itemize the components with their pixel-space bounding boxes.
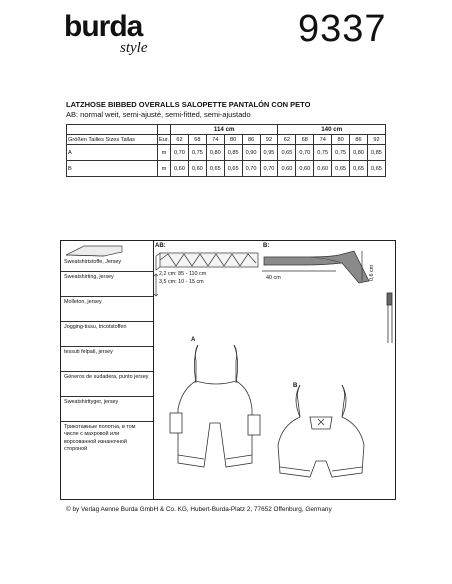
fabric-item — [61, 296, 153, 321]
fabric-text: Sweatshirtstoffe, Jersey — [64, 259, 122, 265]
fabric-item — [61, 241, 153, 271]
value-cell: 0,75 — [314, 145, 332, 161]
value-cell: 0,60 — [296, 161, 314, 177]
fabric-suggestions — [61, 241, 154, 499]
fabric-item — [61, 346, 153, 371]
logo-wordmark: burda — [64, 10, 143, 43]
width-group-114: 114 cm — [171, 125, 278, 135]
fabric-and-illustration-box — [60, 240, 396, 500]
view-a-label: A — [191, 337, 196, 343]
size-cell: 86 — [242, 135, 260, 145]
size-cell: 62 — [278, 135, 296, 145]
burda-style-logo — [64, 10, 174, 64]
row-unit: m — [158, 161, 171, 177]
value-cell: 0,75 — [188, 145, 206, 161]
logo-style-text: style — [120, 40, 148, 56]
ab-label: AB: — [155, 243, 166, 249]
value-cell: 0,70 — [171, 145, 189, 161]
value-cell: 0,75 — [332, 145, 350, 161]
size-cell: 92 — [260, 135, 278, 145]
fabric-item — [61, 271, 153, 296]
size-cell: 62 — [171, 135, 189, 145]
twin-needle-icon — [387, 293, 392, 343]
value-cell: 0,60 — [171, 161, 189, 177]
fabric-requirement-table — [66, 124, 386, 177]
value-cell: 0,70 — [242, 161, 260, 177]
table-row — [67, 145, 386, 161]
value-cell: 0,65 — [332, 161, 350, 177]
row-label: A — [67, 145, 158, 161]
table-unit-corner — [158, 125, 171, 135]
value-cell: 0,70 — [296, 145, 314, 161]
fabric-text: Molleton, jersey — [64, 299, 102, 305]
fabric-text: Jogging-tissu, tricotstoffen — [64, 324, 127, 330]
overalls-a-illustration — [170, 345, 260, 467]
row-unit: m — [158, 145, 171, 161]
value-cell: 0,65 — [278, 145, 296, 161]
size-cell: 68 — [296, 135, 314, 145]
row-label: B — [67, 161, 158, 177]
fabric-text: Sweatshirttyger, jersey — [64, 399, 119, 405]
elastic-measure-2: 3,5 cm: 10 - 15 cm — [159, 278, 204, 285]
fabric-text: Sweatshirting, jersey — [64, 274, 114, 280]
width-group-140: 140 cm — [278, 125, 386, 135]
fabric-item — [61, 421, 153, 499]
table-corner — [67, 125, 158, 135]
value-cell: 0,60 — [314, 161, 332, 177]
pattern-number: 9337 — [298, 8, 387, 50]
value-cell: 0,65 — [224, 161, 242, 177]
copyright-notice: © by Verlag Aenne Burda GmbH & Co. KG, Hubert-Burda-Platz 2, 77652 Offenburg, Germany — [66, 506, 332, 513]
value-cell: 0,60 — [188, 161, 206, 177]
garment-titles — [66, 100, 310, 119]
value-cell: 0,90 — [242, 145, 260, 161]
fabric-text: tessuti felpati, jersey — [64, 349, 113, 355]
strap-width: 0,6 cm — [369, 264, 375, 281]
value-cell: 0,80 — [350, 145, 368, 161]
value-cell: 0,95 — [260, 145, 278, 161]
fabric-item — [61, 371, 153, 396]
value-cell: 0,85 — [224, 145, 242, 161]
size-cell: 74 — [314, 135, 332, 145]
fit-description: AB: normal weit, semi-ajusté, semi-fitted, semi-ajustado — [66, 110, 251, 119]
value-cell: 0,80 — [206, 145, 224, 161]
eur-header: Eur. — [159, 136, 169, 143]
overalls-b-illustration — [278, 385, 364, 477]
view-b-label: B — [293, 383, 298, 389]
fabric-swatch-icon — [64, 243, 124, 259]
fabric-text: Трикотажные полотна, в том числе с махровой или ворсованной изнаночной стороной — [64, 424, 136, 452]
value-cell: 0,60 — [278, 161, 296, 177]
fabric-text: Géneros de sudadera, punto jersey — [64, 374, 149, 380]
value-cell: 0,65 — [206, 161, 224, 177]
elastic-measure-1: 2,2 cm: 85 - 110 cm — [159, 271, 207, 277]
table-row — [67, 161, 386, 177]
size-cell: 92 — [367, 135, 385, 145]
value-cell: 0,65 — [350, 161, 368, 177]
size-cell: 86 — [350, 135, 368, 145]
fabric-item — [61, 396, 153, 421]
garment-title: LATZHOSE BIBBED OVERALLS SALOPETTE PANTALÓN CON PETO — [66, 100, 311, 109]
b-label: B: — [263, 243, 270, 249]
value-cell: 0,85 — [367, 145, 385, 161]
value-cell: 0,65 — [367, 161, 385, 177]
size-cell: 68 — [188, 135, 206, 145]
size-cell: 80 — [224, 135, 242, 145]
value-cell: 0,70 — [260, 161, 278, 177]
size-cell: 74 — [206, 135, 224, 145]
strap-length: 40 cm — [266, 275, 281, 281]
fabric-item — [61, 321, 153, 346]
sizes-header: Größen Tailles Sizes Tallas — [67, 135, 158, 145]
elastic-measurements — [159, 271, 206, 286]
size-cell: 80 — [332, 135, 350, 145]
